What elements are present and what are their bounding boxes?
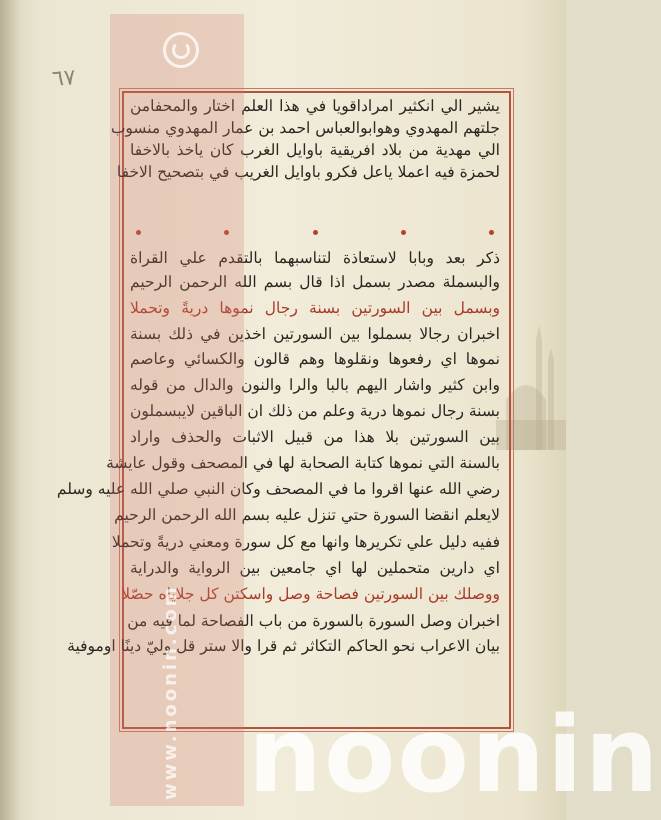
commentary-line: ذكر بعد وبابا لاستعاذة لتناسبهما بالتقدم علي القراة: [130, 249, 500, 267]
commentary-line: اخبران وصل السورة بالسورة من باب الفصاحة لما فيه من: [127, 612, 500, 630]
commentary-line: والبسملة مصدر بسمل اذا قال بسم الله الرحمن الرحيم: [130, 273, 500, 291]
binding-shadow: [0, 0, 20, 820]
commentary-line: رضي الله عنها اقروا ما في المصحف وكان النبي صلي الله عليه وسلم: [56, 480, 500, 498]
commentary-line: اي دارين متحملين لها اي جامعين بين الرواية والدراية: [130, 559, 500, 577]
commentary-line: بيان الاعراب نحو الحاكم التكاثر ثم قرا والا ستر قل وليّ دينًا اوموفية: [67, 637, 500, 655]
verse-line: وبسمل بين السورتين بسنة رجال نموها دريةً وتحملا: [130, 299, 500, 317]
divider-dot: [401, 230, 406, 235]
noonin-logo-icon: [163, 32, 199, 68]
commentary-line: لايعلم انقضا السورة حتي تنزل عليه بسم الله الرحمن الرحيم: [114, 506, 500, 524]
commentary-line: وابن كثير واشار اليهم بالبا والرا والنون والدال من قوله: [130, 376, 500, 394]
commentary-line: لحمزة فيه اعملا ياعل فكرو باوايل الغريب في بتصحيح الاخفا: [116, 163, 500, 181]
commentary-line: بالسنة التي نموها كتابة الصحابة لها في المصحف وقول عايشة: [106, 454, 500, 472]
commentary-line: ففيه دليل علي تكريرها وانها مع كل سورة ومعني دريةً وتحملا: [111, 533, 500, 551]
commentary-line: بين السورتين بلا هذا من قبيل الاثبات والحذف واراد: [130, 428, 500, 446]
commentary-line: يشير الي انكثير امراداقويا في هذا العلم اختار والمحفامن: [130, 97, 500, 115]
commentary-line: الي مهدية من بلاد افريقية باوايل الغرب كان ياخذ بالاخفا: [130, 141, 500, 159]
commentary-line: نموها اي رفعوها ونقلوها وهم قالون والكسائي وعاصم: [130, 350, 500, 368]
verse-line: ووصلك بين السورتين فصاحة وصل واسكتن كل جلاياه حصّلا: [121, 585, 500, 603]
commentary-line: جلتهم المهدوي وهوابوالعباس احمد بن عمار المهدوي منسوب: [110, 119, 500, 137]
divider-dot: [313, 230, 318, 235]
divider-dot: [489, 230, 494, 235]
folio-number: ٦٧: [51, 65, 77, 92]
commentary-line: بسنة رجال نموها درية وعلم من ذلك ان الباقين لايبسملون: [130, 402, 500, 420]
watermark-logo-text: noonin: [248, 694, 661, 816]
commentary-line: اخبران رجالا بسملوا بين السورتين اخذين في ذلك بسنة: [130, 325, 500, 343]
watermark-url: www.noonin.com: [160, 584, 181, 800]
